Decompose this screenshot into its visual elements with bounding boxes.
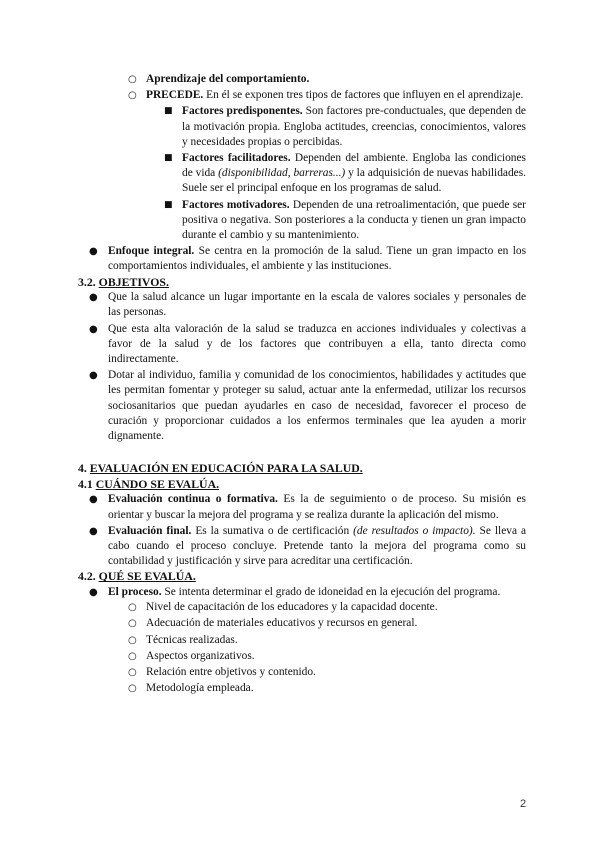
circle-bullet-icon: ○ — [128, 90, 137, 102]
item-title: Factores facilitadores. — [182, 152, 291, 165]
item-text: Se centra en la promoción de la salud. Tiene un gran impacto en los comportamientos individuales, el ambiente y las instituciones. — [108, 245, 526, 273]
bullet-icon: ● — [89, 525, 98, 537]
list-item-factores-motivadores — [78, 198, 526, 244]
list-subitem — [78, 616, 526, 631]
heading-title: CUÁNDO SE EVALÚA. — [95, 476, 220, 491]
square-bullet-icon: ■ — [164, 199, 173, 210]
item-text: Dotar al individuo, familia y comunidad de los conocimientos, habilidades y actitudes que les permitan fomentar y proteger su salud, actuar ante la enfermedad, utilizar los recursos sociosanitarios que puedan ayudarles en caso de necesidad, favorecer el proceso de curación y proporcionar cuidados a los enfermos terminales que lea ayuden a morir dignamente. — [108, 369, 526, 443]
item-text: Se intenta determinar el grado de idoneidad en la ejecución del programa. — [161, 586, 501, 599]
item-title: Evaluación continua o formativa. — [108, 493, 278, 506]
square-bullet-icon: ■ — [164, 106, 173, 117]
item-text: Dependen de una retroalimentación, que puede ser positiva o negativa. Son posteriores a la conducta y tienen un gran impacto durante el cambio y su mantenimiento. — [182, 198, 526, 242]
heading-title: QUÉ SE EVALÚA. — [98, 569, 196, 584]
item-title: Evaluación final. — [108, 524, 192, 537]
item-title: Factores motivadores. — [182, 198, 290, 211]
heading-title: OBJETIVOS. — [98, 274, 169, 289]
list-item-factores-facilitadores — [78, 151, 526, 197]
heading-objetivos — [78, 275, 526, 291]
heading-evaluacion — [78, 461, 526, 477]
list-item-factores-predisponentes — [78, 104, 526, 150]
heading-number: 4.1 — [78, 476, 96, 491]
item-italic: (de resultados o impacto). — [353, 524, 476, 537]
heading-que — [78, 569, 526, 585]
circle-bullet-icon: ○ — [128, 634, 137, 646]
heading-number: 4.2. — [78, 569, 99, 584]
list-subitem — [78, 633, 526, 648]
item-text: Metodología empleada. — [146, 682, 254, 695]
page-number: 2 — [520, 798, 527, 810]
item-text: Adecuación de materiales educativos y recursos en general. — [146, 617, 418, 630]
list-item-precede — [78, 88, 526, 103]
item-text: Es la sumativa o de certificación — [191, 524, 354, 537]
list-subitem — [78, 665, 526, 680]
item-italic: (disponibilidad, barreras...) — [218, 167, 346, 180]
circle-bullet-icon: ○ — [128, 618, 137, 630]
item-title: Aprendizaje del comportamiento. — [146, 73, 310, 85]
item-title: El proceso. — [108, 586, 162, 599]
item-text: Relación entre objetivos y contenido. — [146, 666, 316, 679]
square-bullet-icon: ■ — [164, 153, 173, 164]
item-title: Enfoque integral. — [108, 245, 195, 258]
item-text: Son factores pre-conductuales, que dependen de la motivación propia. Engloba actitudes, creencias, conocimientos, valores y necesidades propias o percibidas. — [182, 105, 526, 148]
circle-bullet-icon: ○ — [128, 683, 137, 695]
item-text: Aspectos organizativos. — [146, 649, 255, 662]
circle-bullet-icon: ○ — [128, 602, 137, 614]
bullet-icon: ● — [89, 494, 98, 506]
heading-number: 4. — [78, 461, 90, 476]
bullet-icon: ● — [89, 246, 98, 258]
list-item-objetivo-1 — [78, 290, 526, 320]
page-content — [78, 72, 526, 696]
circle-bullet-icon: ○ — [128, 650, 137, 662]
list-item-objetivo-2 — [78, 322, 526, 368]
item-text: Se lleva a cabo cuando el proceso concluye. Pretende tanto la mejora del programa como su contabilidad y justificación y sirve para acreditar una certificación. — [108, 524, 526, 568]
list-item-aprendizaje — [78, 72, 526, 87]
bullet-icon: ● — [89, 587, 98, 599]
circle-bullet-icon: ○ — [128, 667, 137, 679]
list-subitem — [78, 600, 526, 615]
bullet-icon: ● — [89, 323, 98, 335]
list-item-evaluacion-final — [78, 524, 526, 570]
list-item-proceso — [78, 585, 526, 600]
bullet-icon: ● — [89, 370, 98, 382]
list-subitem — [78, 649, 526, 664]
item-title: Factores predisponentes. — [182, 105, 303, 118]
circle-bullet-icon: ○ — [128, 74, 137, 85]
item-text: Que esta alta valoración de la salud se traduzca en acciones individuales y colectivas a favor de la salud y de los factores que contribuyen a ella, tanto directa como indirectamente. — [108, 322, 526, 366]
item-text: Es la de seguimiento o de proceso. Su misión es orientar y buscar la mejora del programa y se realiza durante la aplicación del mismo. — [108, 493, 526, 521]
item-text: Que la salud alcance un lugar importante en la escala de valores sociales y personales de las personas. — [108, 291, 526, 319]
list-subitem — [78, 681, 526, 696]
item-title: PRECEDE. — [146, 89, 204, 102]
item-text: Técnicas realizadas. — [146, 633, 238, 646]
list-item-evaluacion-continua — [78, 492, 526, 522]
item-text: Dependen del ambiente. Engloba las condiciones de vida — [182, 152, 526, 180]
list-item-objetivo-3 — [78, 368, 526, 444]
item-text: Nivel de capacitación de los educadores y la capacidad docente. — [146, 601, 438, 614]
item-text: En él se exponen tres tipos de factores que influyen en el aprendizaje. — [203, 89, 524, 102]
section-spacer — [78, 444, 526, 461]
list-item-enfoque-integral — [78, 244, 526, 274]
heading-title: EVALUACIÓN EN EDUCACIÓN PARA LA SALUD. — [89, 461, 363, 476]
bullet-icon: ● — [89, 292, 98, 304]
item-text: y la adquisición de nuevas habilidades. Suele ser el principal enfoque en los programas de salud. — [182, 167, 527, 195]
heading-cuando — [78, 477, 526, 493]
heading-number: 3.2. — [78, 274, 99, 289]
